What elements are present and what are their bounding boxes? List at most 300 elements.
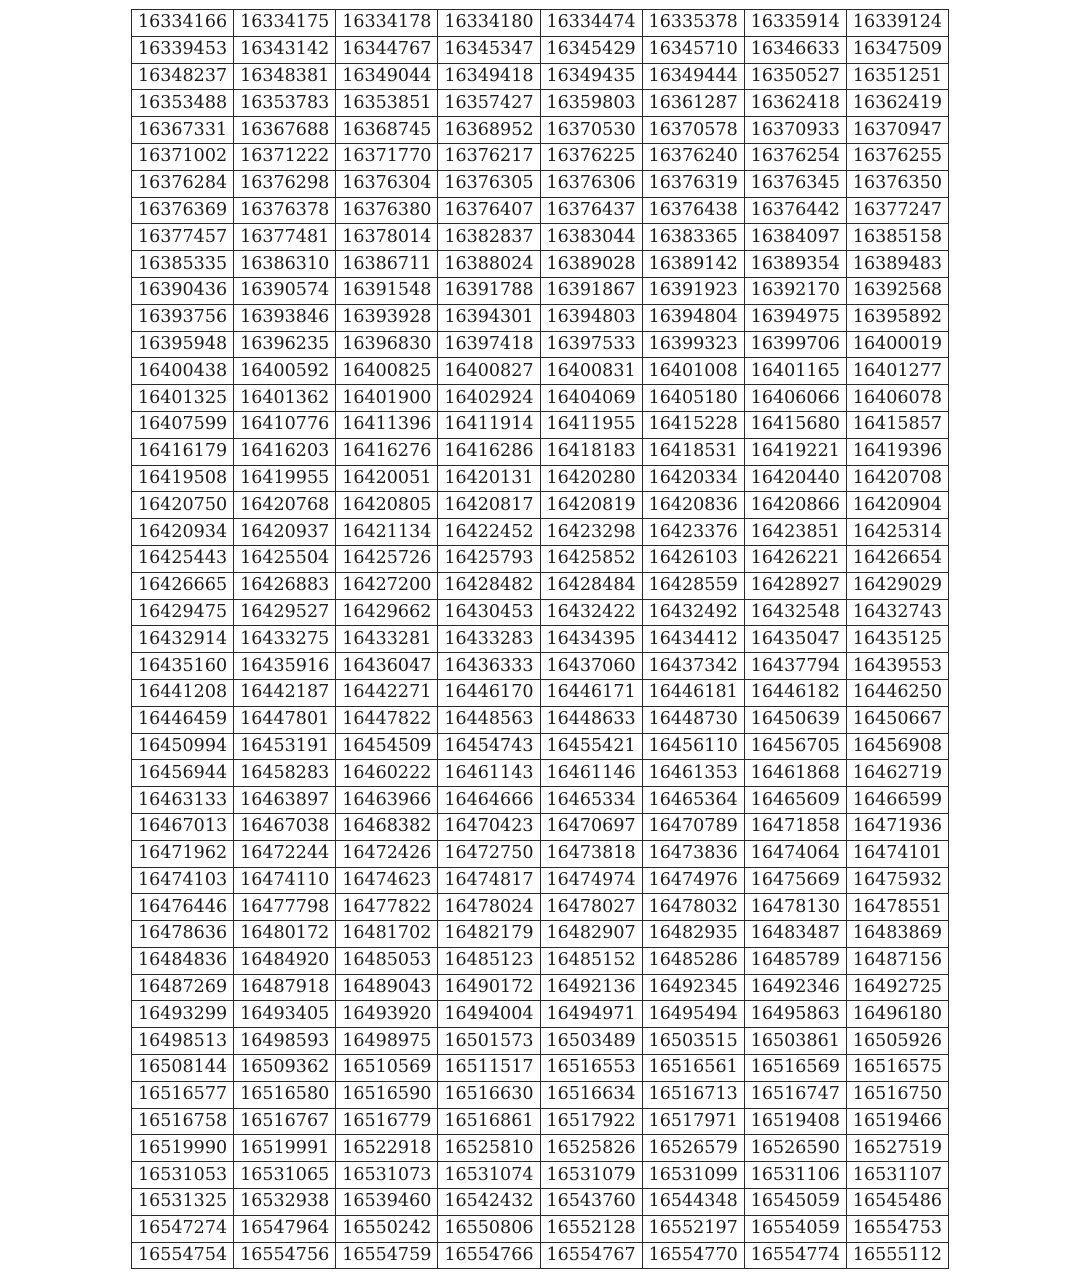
table-cell: 16516575 [846,1055,948,1082]
table-row [132,277,949,304]
table-cell: 16334178 [336,10,438,37]
table-cell: 16377481 [234,224,336,251]
table-cell: 16397418 [438,331,540,358]
table-cell: 16516553 [540,1055,642,1082]
table-cell: 16437060 [540,653,642,680]
table-row [132,1162,949,1189]
table-cell: 16349044 [336,63,438,90]
table-cell: 16389142 [642,251,744,278]
table-cell: 16376306 [540,170,642,197]
table-cell: 16470423 [438,813,540,840]
table-cell: 16376284 [132,170,234,197]
table-cell: 16339453 [132,36,234,63]
table-cell: 16471962 [132,840,234,867]
table-cell: 16446170 [438,679,540,706]
table-cell: 16420708 [846,465,948,492]
table-cell: 16531106 [744,1162,846,1189]
table-cell: 16353488 [132,90,234,117]
table-cell: 16376407 [438,197,540,224]
table-cell: 16335378 [642,10,744,37]
table-cell: 16343142 [234,36,336,63]
table-cell: 16446181 [642,679,744,706]
table-cell: 16367688 [234,117,336,144]
table-cell: 16493405 [234,1001,336,1028]
table-cell: 16482935 [642,921,744,948]
table-cell: 16376380 [336,197,438,224]
table-cell: 16448633 [540,706,642,733]
table-cell: 16420805 [336,492,438,519]
table-cell: 16498975 [336,1028,438,1055]
table-row [132,63,949,90]
table-cell: 16425852 [540,545,642,572]
table-cell: 16516590 [336,1081,438,1108]
table-cell: 16419955 [234,465,336,492]
table-cell: 16482179 [438,921,540,948]
table-cell: 16425793 [438,545,540,572]
table-cell: 16554770 [642,1242,744,1269]
table-cell: 16422452 [438,519,540,546]
table-cell: 16395948 [132,331,234,358]
table-cell: 16376240 [642,143,744,170]
table-cell: 16418531 [642,438,744,465]
table-cell: 16420051 [336,465,438,492]
table-cell: 16376437 [540,197,642,224]
table-cell: 16391923 [642,277,744,304]
table-cell: 16466599 [846,787,948,814]
table-cell: 16399323 [642,331,744,358]
table-cell: 16485789 [744,947,846,974]
table-cell: 16415680 [744,411,846,438]
table-cell: 16420334 [642,465,744,492]
table-cell: 16495863 [744,1001,846,1028]
table-cell: 16411396 [336,411,438,438]
table-cell: 16434412 [642,626,744,653]
table-cell: 16391867 [540,277,642,304]
table-cell: 16516779 [336,1108,438,1135]
table-cell: 16383365 [642,224,744,251]
table-row [132,706,949,733]
table-cell: 16350527 [744,63,846,90]
table-cell: 16406066 [744,385,846,412]
table-cell: 16474103 [132,867,234,894]
table-cell: 16471936 [846,813,948,840]
table-cell: 16543760 [540,1189,642,1216]
table-cell: 16370933 [744,117,846,144]
table-cell: 16334474 [540,10,642,37]
table-cell: 16436333 [438,653,540,680]
table-cell: 16475669 [744,867,846,894]
table-cell: 16539460 [336,1189,438,1216]
table-cell: 16425504 [234,545,336,572]
table-cell: 16532938 [234,1189,336,1216]
table-cell: 16419221 [744,438,846,465]
table-cell: 16496180 [846,1001,948,1028]
table-cell: 16519991 [234,1135,336,1162]
table-cell: 16461353 [642,760,744,787]
table-cell: 16334180 [438,10,540,37]
table-cell: 16531099 [642,1162,744,1189]
table-cell: 16456705 [744,733,846,760]
table-cell: 16542432 [438,1189,540,1216]
table-cell: 16531079 [540,1162,642,1189]
table-row [132,840,949,867]
table-cell: 16473818 [540,840,642,867]
table-cell: 16525826 [540,1135,642,1162]
table-cell: 16376298 [234,170,336,197]
table-cell: 16425443 [132,545,234,572]
table-cell: 16362418 [744,90,846,117]
table-cell: 16392170 [744,277,846,304]
table-cell: 16420750 [132,492,234,519]
table-row [132,143,949,170]
table-cell: 16391788 [438,277,540,304]
table-cell: 16476446 [132,894,234,921]
table-cell: 16517922 [540,1108,642,1135]
table-cell: 16448730 [642,706,744,733]
table-cell: 16428559 [642,572,744,599]
table-cell: 16501573 [438,1028,540,1055]
table-cell: 16493920 [336,1001,438,1028]
table-cell: 16420866 [744,492,846,519]
table-cell: 16446182 [744,679,846,706]
table-cell: 16370947 [846,117,948,144]
table-row [132,1108,949,1135]
table-cell: 16404069 [540,385,642,412]
table-cell: 16401008 [642,358,744,385]
table-row [132,117,949,144]
table-row [132,1215,949,1242]
table-cell: 16552197 [642,1215,744,1242]
table-cell: 16495494 [642,1001,744,1028]
table-cell: 16405180 [642,385,744,412]
table-cell: 16362419 [846,90,948,117]
table-cell: 16384097 [744,224,846,251]
table-cell: 16368745 [336,117,438,144]
table-cell: 16429662 [336,599,438,626]
table-cell: 16492345 [642,974,744,1001]
table-cell: 16490172 [438,974,540,1001]
table-cell: 16339124 [846,10,948,37]
table-cell: 16485286 [642,947,744,974]
table-cell: 16346633 [744,36,846,63]
table-cell: 16461868 [744,760,846,787]
table-cell: 16472426 [336,840,438,867]
table-cell: 16455421 [540,733,642,760]
table-cell: 16462719 [846,760,948,787]
table-row [132,1028,949,1055]
table-cell: 16420280 [540,465,642,492]
table-cell: 16386310 [234,251,336,278]
table-cell: 16516630 [438,1081,540,1108]
table-cell: 16376369 [132,197,234,224]
table-cell: 16545059 [744,1189,846,1216]
table-cell: 16525810 [438,1135,540,1162]
table-cell: 16370578 [642,117,744,144]
table-cell: 16544348 [642,1189,744,1216]
table-row [132,1055,949,1082]
table-cell: 16474110 [234,867,336,894]
table-cell: 16464666 [438,787,540,814]
table-cell: 16477798 [234,894,336,921]
table-cell: 16481702 [336,921,438,948]
table-row [132,492,949,519]
table-cell: 16376442 [744,197,846,224]
table-cell: 16435047 [744,626,846,653]
table-cell: 16519466 [846,1108,948,1135]
table-cell: 16357427 [438,90,540,117]
table-cell: 16531107 [846,1162,948,1189]
table-cell: 16493299 [132,1001,234,1028]
table-cell: 16376350 [846,170,948,197]
table-cell: 16454743 [438,733,540,760]
table-cell: 16415857 [846,411,948,438]
table-cell: 16348237 [132,63,234,90]
table-cell: 16511517 [438,1055,540,1082]
table-cell: 16472750 [438,840,540,867]
table-cell: 16516634 [540,1081,642,1108]
table-cell: 16508144 [132,1055,234,1082]
table-cell: 16386711 [336,251,438,278]
table-cell: 16400831 [540,358,642,385]
table-cell: 16335914 [744,10,846,37]
table-cell: 16376305 [438,170,540,197]
table-row [132,894,949,921]
table-cell: 16519990 [132,1135,234,1162]
table-cell: 16555112 [846,1242,948,1269]
table-cell: 16554753 [846,1215,948,1242]
table-cell: 16345710 [642,36,744,63]
table-cell: 16461143 [438,760,540,787]
table-cell: 16432492 [642,599,744,626]
table-row [132,304,949,331]
table-cell: 16433275 [234,626,336,653]
table-cell: 16382837 [438,224,540,251]
table-cell: 16435125 [846,626,948,653]
table-cell: 16383044 [540,224,642,251]
table-cell: 16474976 [642,867,744,894]
table-cell: 16470697 [540,813,642,840]
table-cell: 16433283 [438,626,540,653]
table-cell: 16385335 [132,251,234,278]
table-cell: 16410776 [234,411,336,438]
table-cell: 16371002 [132,143,234,170]
table-cell: 16478027 [540,894,642,921]
table-cell: 16447822 [336,706,438,733]
table-row [132,813,949,840]
table-cell: 16436047 [336,653,438,680]
table-cell: 16351251 [846,63,948,90]
table-cell: 16393928 [336,304,438,331]
table-cell: 16401900 [336,385,438,412]
table-cell: 16407599 [132,411,234,438]
table-cell: 16427200 [336,572,438,599]
table-cell: 16416286 [438,438,540,465]
table-cell: 16450667 [846,706,948,733]
table-row [132,197,949,224]
table-cell: 16467038 [234,813,336,840]
table-cell: 16463966 [336,787,438,814]
table-cell: 16423376 [642,519,744,546]
table-cell: 16377247 [846,197,948,224]
table-cell: 16428484 [540,572,642,599]
table-row [132,385,949,412]
table-cell: 16425314 [846,519,948,546]
table-cell: 16450639 [744,706,846,733]
table-cell: 16415228 [642,411,744,438]
table-cell: 16446171 [540,679,642,706]
table-cell: 16484836 [132,947,234,974]
table-cell: 16516569 [744,1055,846,1082]
table-cell: 16478551 [846,894,948,921]
table-cell: 16394975 [744,304,846,331]
table-cell: 16397533 [540,331,642,358]
table-cell: 16460222 [336,760,438,787]
table-cell: 16516561 [642,1055,744,1082]
table-cell: 16419396 [846,438,948,465]
table-cell: 16446250 [846,679,948,706]
table-cell: 16411914 [438,411,540,438]
table-cell: 16478024 [438,894,540,921]
table-cell: 16370530 [540,117,642,144]
table-cell: 16401362 [234,385,336,412]
table-row [132,358,949,385]
table-cell: 16554767 [540,1242,642,1269]
table-cell: 16421134 [336,519,438,546]
table-cell: 16426883 [234,572,336,599]
table-cell: 16526579 [642,1135,744,1162]
table-cell: 16385158 [846,224,948,251]
table-cell: 16376438 [642,197,744,224]
table-cell: 16378014 [336,224,438,251]
table-cell: 16434395 [540,626,642,653]
table-cell: 16442271 [336,679,438,706]
table-row [132,251,949,278]
table-cell: 16426221 [744,545,846,572]
table-cell: 16552128 [540,1215,642,1242]
table-cell: 16456944 [132,760,234,787]
table-cell: 16494004 [438,1001,540,1028]
table-cell: 16478130 [744,894,846,921]
table-row [132,331,949,358]
table-cell: 16394803 [540,304,642,331]
table-cell: 16465334 [540,787,642,814]
table-cell: 16426665 [132,572,234,599]
table-cell: 16401277 [846,358,948,385]
table-cell: 16483487 [744,921,846,948]
table-cell: 16531065 [234,1162,336,1189]
table-cell: 16454509 [336,733,438,760]
table-cell: 16484920 [234,947,336,974]
table-cell: 16345429 [540,36,642,63]
table-cell: 16419508 [132,465,234,492]
table-cell: 16394301 [438,304,540,331]
table-cell: 16423851 [744,519,846,546]
table-cell: 16489043 [336,974,438,1001]
table-cell: 16485123 [438,947,540,974]
table-cell: 16349444 [642,63,744,90]
table-cell: 16554759 [336,1242,438,1269]
table-cell: 16353851 [336,90,438,117]
table-cell: 16425726 [336,545,438,572]
table-cell: 16487269 [132,974,234,1001]
table-cell: 16367331 [132,117,234,144]
table-cell: 16531325 [132,1189,234,1216]
table-row [132,867,949,894]
table-cell: 16393756 [132,304,234,331]
table-row [132,1135,949,1162]
table-cell: 16456908 [846,733,948,760]
table-cell: 16517971 [642,1108,744,1135]
table-cell: 16485152 [540,947,642,974]
table-cell: 16478636 [132,921,234,948]
table-cell: 16483869 [846,921,948,948]
table-cell: 16516713 [642,1081,744,1108]
table-cell: 16376255 [846,143,948,170]
table-row [132,733,949,760]
table-cell: 16531074 [438,1162,540,1189]
table-cell: 16401165 [744,358,846,385]
table-cell: 16347509 [846,36,948,63]
table-cell: 16467013 [132,813,234,840]
table-row [132,653,949,680]
table-cell: 16420440 [744,465,846,492]
table-row [132,626,949,653]
table-cell: 16554766 [438,1242,540,1269]
table-row [132,519,949,546]
table-cell: 16396830 [336,331,438,358]
table-cell: 16334166 [132,10,234,37]
table-cell: 16498513 [132,1028,234,1055]
table-cell: 16376345 [744,170,846,197]
table-cell: 16420836 [642,492,744,519]
table-cell: 16429029 [846,572,948,599]
table-cell: 16554754 [132,1242,234,1269]
table-cell: 16394804 [642,304,744,331]
table-cell: 16428927 [744,572,846,599]
table-cell: 16509362 [234,1055,336,1082]
table-row [132,787,949,814]
table-cell: 16492725 [846,974,948,1001]
table-cell: 16349418 [438,63,540,90]
table-cell: 16389028 [540,251,642,278]
table-cell: 16432914 [132,626,234,653]
table-cell: 16498593 [234,1028,336,1055]
table-cell: 16391548 [336,277,438,304]
number-table [131,9,949,1269]
table-cell: 16376319 [642,170,744,197]
table-cell: 16395892 [846,304,948,331]
table-cell: 16474623 [336,867,438,894]
table-cell: 16371770 [336,143,438,170]
table-cell: 16482907 [540,921,642,948]
table-cell: 16477822 [336,894,438,921]
table-cell: 16554756 [234,1242,336,1269]
table-cell: 16485053 [336,947,438,974]
table-cell: 16359803 [540,90,642,117]
table-cell: 16349435 [540,63,642,90]
table-cell: 16458283 [234,760,336,787]
table-cell: 16487156 [846,947,948,974]
table-row [132,974,949,1001]
table-cell: 16547964 [234,1215,336,1242]
table-cell: 16429527 [234,599,336,626]
table-cell: 16432743 [846,599,948,626]
table-cell: 16516577 [132,1081,234,1108]
table-row [132,1242,949,1269]
table-cell: 16376254 [744,143,846,170]
table-cell: 16516767 [234,1108,336,1135]
table-row [132,170,949,197]
